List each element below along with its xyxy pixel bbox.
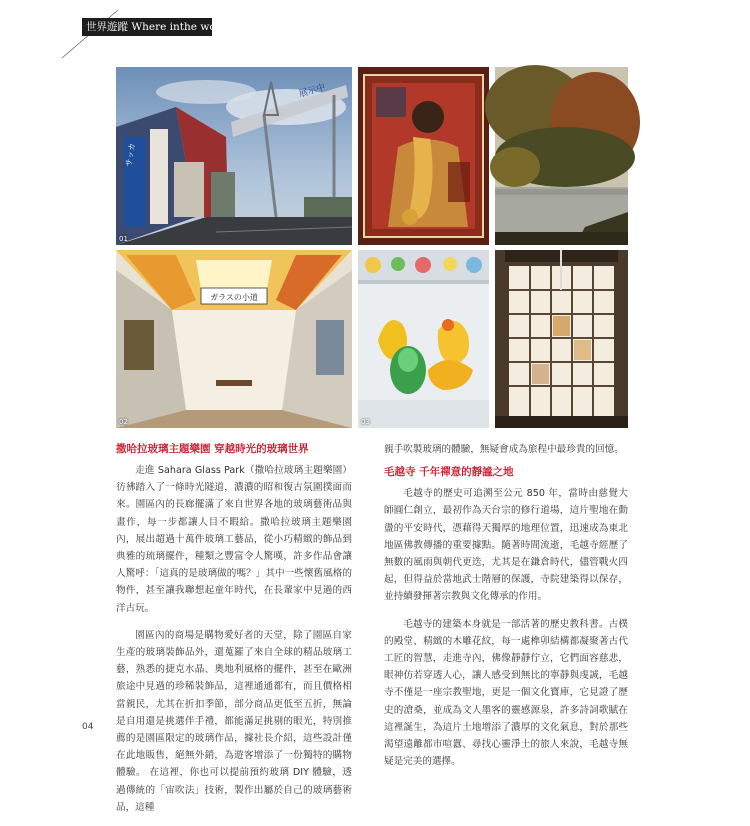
photo-temple-shoji: [495, 250, 628, 428]
photo-saxophone-painting: [358, 67, 489, 245]
photo-number: 02: [119, 418, 128, 426]
paragraph: 毛越寺的歷史可追溯至公元 850 年，當時由慈覺大師圓仁創立，最初作為天台宗的修行道場，這片聖地在動盪的平安時代，憑藉得天獨厚的地理位置，迅速成為東北地區佛教傳播的重要據點。隨著時間流逝，毛越寺經歷了無數的風雨與朝代更迭，尤其是在鎌倉時代，儘管戰火四起，但得益於當地武士階層的保護，寺院建築得以保存，並持續發揮著宗教與文化傳承的作用。: [384, 488, 628, 603]
corner-decoration-line: [0, 0, 120, 80]
photo-street-arch: [116, 67, 352, 245]
paragraph-continuation: 親手吹製玻璃的體驗，無疑會成為旅程中最珍貴的回憶。: [384, 444, 624, 455]
photo-autumn-pond: [495, 67, 628, 245]
building-sign-text: サッカ: [124, 142, 138, 168]
section-title-glass-park: 撒哈拉玻璃主題樂園 穿越時光的玻璃世界: [116, 443, 309, 455]
section-title-motsuji: 毛越寺 千年禪意的靜謐之地: [384, 466, 514, 479]
photo-number: 03: [361, 418, 370, 426]
left-column: [116, 441, 352, 826]
paragraph: 毛越寺的建築本身就是一部活著的歷史教科書。古樸的殿堂、精緻的木雕花紋，每一處榫卯結構都凝聚著古代工匠的智慧，走進寺內，佛像靜靜佇立，它們面容慈悲，眼神仿若穿透人心，讓人感受到無比的寧靜與虔誠，毛越寺不僅是一座宗教聖地，更是一個文化寶庫，它見證了歷史的滄桑，並成為文人墨客的靈感源泉，許多詩詞歌賦在這裡誕生，為這片土地增添了濃厚的文化氣息，對於那些渴望遠離都市喧囂、尋找心靈淨土的旅人來說，毛越寺無疑是完美的選擇。: [384, 618, 628, 768]
right-column: [384, 441, 628, 780]
photo-glass-tunnel: [116, 250, 352, 428]
paragraph: 園區內的商場是購物愛好者的天堂，除了園區自家生產的玻璃裝飾品外，還蒐羅了來自全球的精品玻璃工藝，熟悉的捷克水晶、奧地利風格的擺件，甚至在歐洲旅途中見過的珍稀裝飾品，這裡通通都有，而且價格相當親民，尤其在折扣季節，部分商品更低至五折，無論是自用還是挑選伴手禮，都能滿足挑剔的眼光，特別推薦的是園區限定的玻璃作品，據社長介紹，這些設計僅在此地販售，絕無外銷，為遊客增添了一份獨特的購物體驗。 在這裡，你也可以提前預約玻璃 DIY 體驗，透過傳統的「宙吹法」技術，製作出屬於自己的玻璃藝術品，這種: [116, 629, 352, 813]
page-number: 04: [82, 722, 94, 732]
arch-sign-text: 展示中: [298, 82, 327, 100]
paragraph: 走進 Sahara Glass Park（撒哈拉玻璃主題樂園）彷彿踏入了一條時光隧道，濃濃的昭和復古氛圍撲面而來。園區內的長廊擺滿了來自世界各地的玻璃藝術品與畫作，每一步都讓人目不暇給。撒哈拉玻璃主題樂園內，展出超過十萬件玻璃工藝品，從小巧精緻的飾品到典雅的琉璃擺件，種類之豐富令人驚嘆，許多作品會讓人驚呼：「這真的是玻璃做的嗎？」其中一些懷舊風格的物件，甚至讓我聯想起童年時代，在長輩家中見過的西洋古玩。: [116, 465, 352, 614]
section-header: 世界遊蹤 Where inthe world: [82, 18, 212, 36]
photo-number: 01: [119, 235, 128, 243]
tunnel-sign-text: ガラスの小道: [210, 293, 258, 302]
photo-glass-figurines: [358, 250, 489, 428]
